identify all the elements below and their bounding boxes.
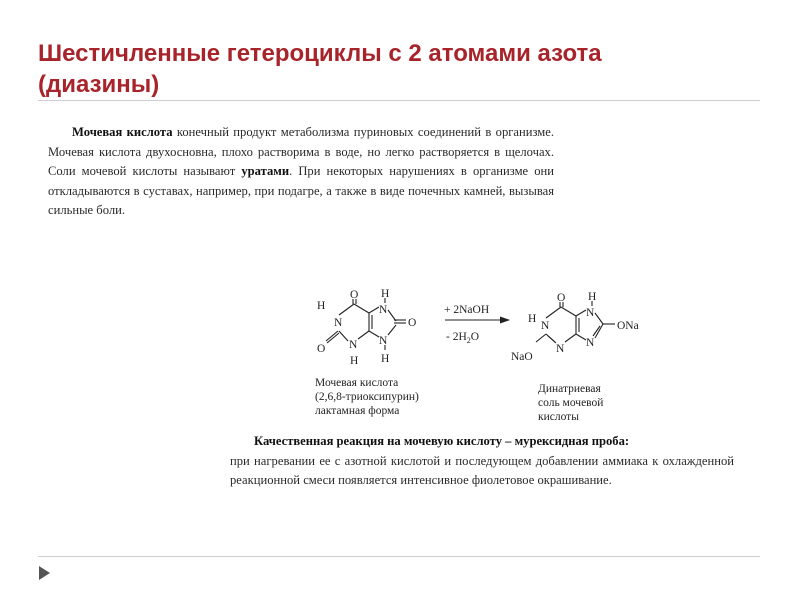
paragraph1-text1: конечный продукт метаболизма пуриновых соединений в организме. Мочевая кислота двухосновна, плохо растворима в воде, но легко растворяется в щелочах. Соли мочевой кислоты называют — [48, 125, 554, 178]
term-uric-acid: Мочевая кислота — [72, 125, 173, 139]
atom-h-n9: H — [381, 353, 390, 365]
uric-acid-paragraph — [48, 123, 554, 221]
title-divider — [38, 100, 760, 101]
murexide-test-paragraph — [230, 432, 734, 491]
left-caption-line3: лактамная форма — [315, 405, 400, 417]
slide-title-line1: Шестичленные гетероциклы с 2 атомами азота — [38, 40, 602, 67]
atom-o-right: O — [408, 317, 417, 329]
reagent-water-post: O — [470, 331, 480, 343]
reaction-arrow — [444, 304, 510, 345]
urate-atom-n1: N — [541, 320, 550, 332]
urate-atom-n9: N — [586, 337, 595, 349]
urate-atom-h-n7: H — [588, 291, 597, 303]
urate-atom-n7: N — [586, 307, 595, 319]
atom-n3: N — [349, 339, 358, 351]
paragraph1-text2: . При некоторых нарушениях в организме они откладываются в суставах, например, при подагре, а также в виде почечных камней, вызывая сильные боли. — [48, 164, 554, 217]
reagent-water — [446, 331, 479, 345]
slide-title-line2: (диазины) — [38, 71, 160, 98]
reaction-scheme — [300, 282, 680, 432]
urate-atom-n3: N — [556, 343, 565, 355]
footer-divider — [38, 556, 760, 557]
slide-title — [38, 38, 758, 100]
urate-atom-ona-right: ONa — [617, 320, 639, 332]
atom-n1: N — [334, 317, 343, 329]
atom-o-top: O — [350, 289, 359, 301]
atom-h-n7: H — [381, 288, 390, 300]
atom-h-n3: H — [350, 355, 359, 367]
reagent-water-sub: 2 — [466, 336, 471, 345]
reagent-naoh: + 2NaOH — [444, 304, 490, 316]
uric-acid-structure — [317, 288, 416, 367]
term-urates: уратами — [241, 164, 290, 178]
atom-n9: N — [379, 335, 388, 347]
murexide-heading: Качественная реакция на мочевую кислоту – мурексидная проба: — [254, 434, 630, 448]
atom-n7: N — [379, 304, 388, 316]
atom-o-left: O — [317, 343, 326, 355]
right-caption-line3: кислоты — [538, 411, 579, 423]
right-caption-line2: соль мочевой — [538, 397, 604, 409]
disodium-urate-structure — [511, 291, 639, 363]
right-caption — [538, 383, 603, 423]
urate-atom-o-top: O — [557, 292, 566, 304]
left-caption-line1: Мочевая кислота — [315, 377, 399, 389]
right-caption-line1: Динатриевая — [538, 383, 601, 395]
left-caption — [315, 377, 419, 417]
reagent-water-pre: - 2H — [446, 331, 467, 343]
atom-h-n1: H — [317, 300, 326, 312]
murexide-text: при нагревании ее с азотной кислотой и последующем добавлении аммиака к охлажденной реакционной смеси появляется интенсивное фиолетовое окрашивание. — [230, 453, 734, 487]
left-caption-line2: (2,6,8-триоксипурин) — [315, 391, 419, 403]
urate-atom-h-n1: H — [528, 313, 537, 325]
urate-atom-ona-left: NaO — [511, 351, 533, 363]
next-slide-arrow-icon[interactable] — [39, 566, 50, 580]
